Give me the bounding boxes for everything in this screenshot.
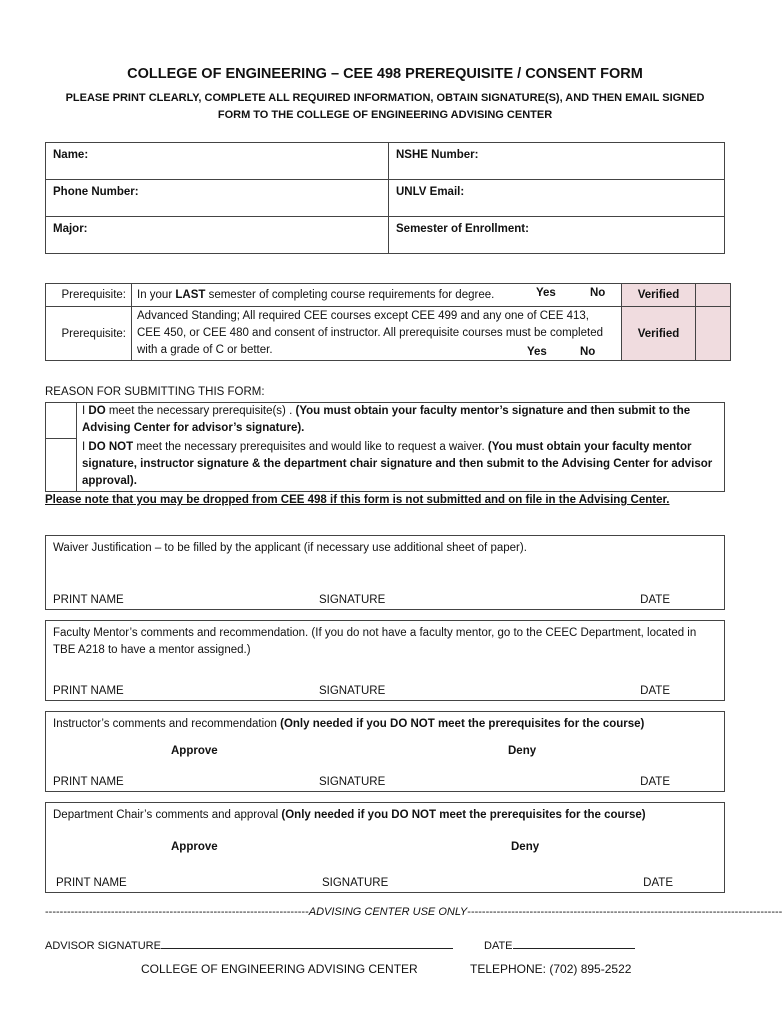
name-field[interactable]: Name:	[46, 143, 389, 180]
unlv-email-field[interactable]: UNLV Email:	[389, 180, 725, 217]
instructions-line-2: FORM TO THE COLLEGE OF ENGINEERING ADVISING CENTER	[217, 109, 553, 121]
instructor-condition: (Only needed if you DO NOT meet the prerequisites for the course)	[280, 718, 645, 730]
print-name-label: PRINT NAME	[53, 594, 124, 606]
dash-line-left: ------------------------------------------------------------------------	[45, 906, 309, 918]
chair-condition: (Only needed if you DO NOT meet the prerequisites for the course)	[281, 809, 646, 821]
reason-emphasis: DO	[88, 405, 106, 417]
no-option[interactable]: No	[580, 346, 596, 358]
date-label: DATE	[640, 776, 670, 788]
reason-do-not-checkbox[interactable]	[46, 439, 76, 492]
semester-field[interactable]: Semester of Enrollment:	[389, 217, 725, 254]
department-chair-box[interactable]	[45, 802, 725, 893]
advisor-signature-underline	[161, 937, 453, 949]
advisor-signature-line[interactable]	[45, 937, 453, 952]
reason-heading: REASON FOR SUBMITTING THIS FORM:	[45, 386, 265, 398]
yes-option[interactable]: Yes	[527, 346, 547, 358]
prerequisite-advanced-standing	[132, 307, 622, 361]
reason-instruction: (You must obtain your faculty mentor signature, instructor signature & the department chair signature and then submit to the Advising Center for advisor approval).	[82, 441, 713, 487]
major-field[interactable]: Major:	[46, 217, 389, 254]
prereq-text-part: In your	[137, 289, 176, 301]
advisor-date-underline	[513, 937, 635, 949]
instructions-line-1: PLEASE PRINT CLEARLY, COMPLETE ALL REQUIRED INFORMATION, OBTAIN SIGNATURE(S), AND THEN EMAIL SIGNED	[65, 92, 705, 104]
prerequisite-table	[45, 283, 731, 361]
reason-option-do-not	[82, 439, 722, 490]
verified-label: Verified	[622, 284, 696, 307]
reason-text: I	[82, 441, 89, 453]
faculty-mentor-box[interactable]	[45, 620, 725, 701]
verified-checkbox[interactable]	[696, 307, 731, 361]
form-title: COLLEGE OF ENGINEERING – CEE 498 PREREQUISITE / CONSENT FORM	[127, 66, 643, 82]
verified-checkbox[interactable]	[696, 284, 731, 307]
waiver-justification-box[interactable]	[45, 535, 725, 610]
reason-text: meet the necessary prerequisite(s) .	[105, 405, 296, 417]
advisor-date-line[interactable]	[484, 937, 635, 952]
prereq-text-part: semester of completing course requirements for degree.	[205, 289, 495, 301]
date-label: DATE	[640, 594, 670, 606]
reason-text: I	[82, 405, 89, 417]
reason-do-checkbox[interactable]	[46, 403, 76, 438]
verified-label: Verified	[622, 307, 696, 361]
instructor-box[interactable]	[45, 711, 725, 792]
advisor-date-label: DATE	[484, 940, 513, 952]
deny-option[interactable]: Deny	[511, 841, 540, 853]
student-info-table	[45, 142, 725, 254]
deny-option[interactable]: Deny	[508, 745, 537, 757]
prerequisite-label: Prerequisite:	[46, 307, 132, 361]
waiver-justification-label: Waiver Justification – to be filled by the applicant (if necessary use additional sheet of paper).	[53, 542, 527, 554]
instructor-text: Instructor’s comments and recommendation	[53, 718, 281, 730]
footer-advising-center: COLLEGE OF ENGINEERING ADVISING CENTER	[141, 962, 418, 976]
prerequisite-label: Prerequisite:	[46, 284, 132, 307]
advising-center-separator	[45, 906, 782, 918]
reason-option-do	[82, 403, 722, 437]
phone-number-field[interactable]: Phone Number:	[46, 180, 389, 217]
print-name-label: PRINT NAME	[56, 877, 127, 889]
date-label: DATE	[643, 877, 673, 889]
footer-telephone: TELEPHONE: (702) 895-2522	[470, 962, 632, 976]
instructor-label	[53, 716, 718, 733]
advanced-standing-text: Advanced Standing; All required CEE courses except CEE 499 and any one of CEE 413, CEE 450, or CEE 480 and consent of instructor. All prerequisite courses must be completed with a grade of C or better.	[137, 310, 603, 356]
reason-text: meet the necessary prerequisites and would like to request a waiver.	[133, 441, 488, 453]
dash-line-right: --------------------------------------------------------------------------------------	[467, 906, 782, 918]
print-name-label: PRINT NAME	[53, 685, 124, 697]
approve-option[interactable]: Approve	[171, 841, 218, 853]
chair-text: Department Chair’s comments and approval	[53, 809, 282, 821]
reason-emphasis: DO NOT	[88, 441, 134, 453]
signature-label: SIGNATURE	[319, 594, 386, 606]
approve-option[interactable]: Approve	[171, 745, 218, 757]
print-name-label: PRINT NAME	[53, 776, 124, 788]
reason-options	[45, 402, 725, 492]
advising-center-use-only: ADVISING CENTER USE ONLY	[308, 906, 468, 918]
faculty-mentor-label: Faculty Mentor’s comments and recommendation. (If you do not have a faculty mentor, go to the CEEC Department, located in TBE A218 to have a mentor assigned.)	[53, 627, 697, 656]
department-chair-label	[53, 807, 718, 824]
nshe-number-field[interactable]: NSHE Number:	[389, 143, 725, 180]
prereq-emphasis: LAST	[175, 289, 206, 301]
form-instructions	[40, 90, 730, 124]
no-option[interactable]: No	[590, 287, 606, 299]
date-label: DATE	[640, 685, 670, 697]
drop-warning-note: Please note that you may be dropped from CEE 498 if this form is not submitted and on file in the Advising Center.	[45, 494, 670, 506]
yes-option[interactable]: Yes	[536, 287, 556, 299]
signature-label: SIGNATURE	[319, 685, 386, 697]
reason-column-divider	[76, 403, 77, 491]
reason-instruction: (You must obtain your faculty mentor’s signature and then submit to the Advising Center for advisor’s signature).	[82, 405, 691, 434]
advisor-signature-label: ADVISOR SIGNATURE	[45, 940, 161, 952]
signature-label: SIGNATURE	[319, 776, 386, 788]
prerequisite-last-semester	[132, 284, 622, 307]
signature-label: SIGNATURE	[322, 877, 389, 889]
